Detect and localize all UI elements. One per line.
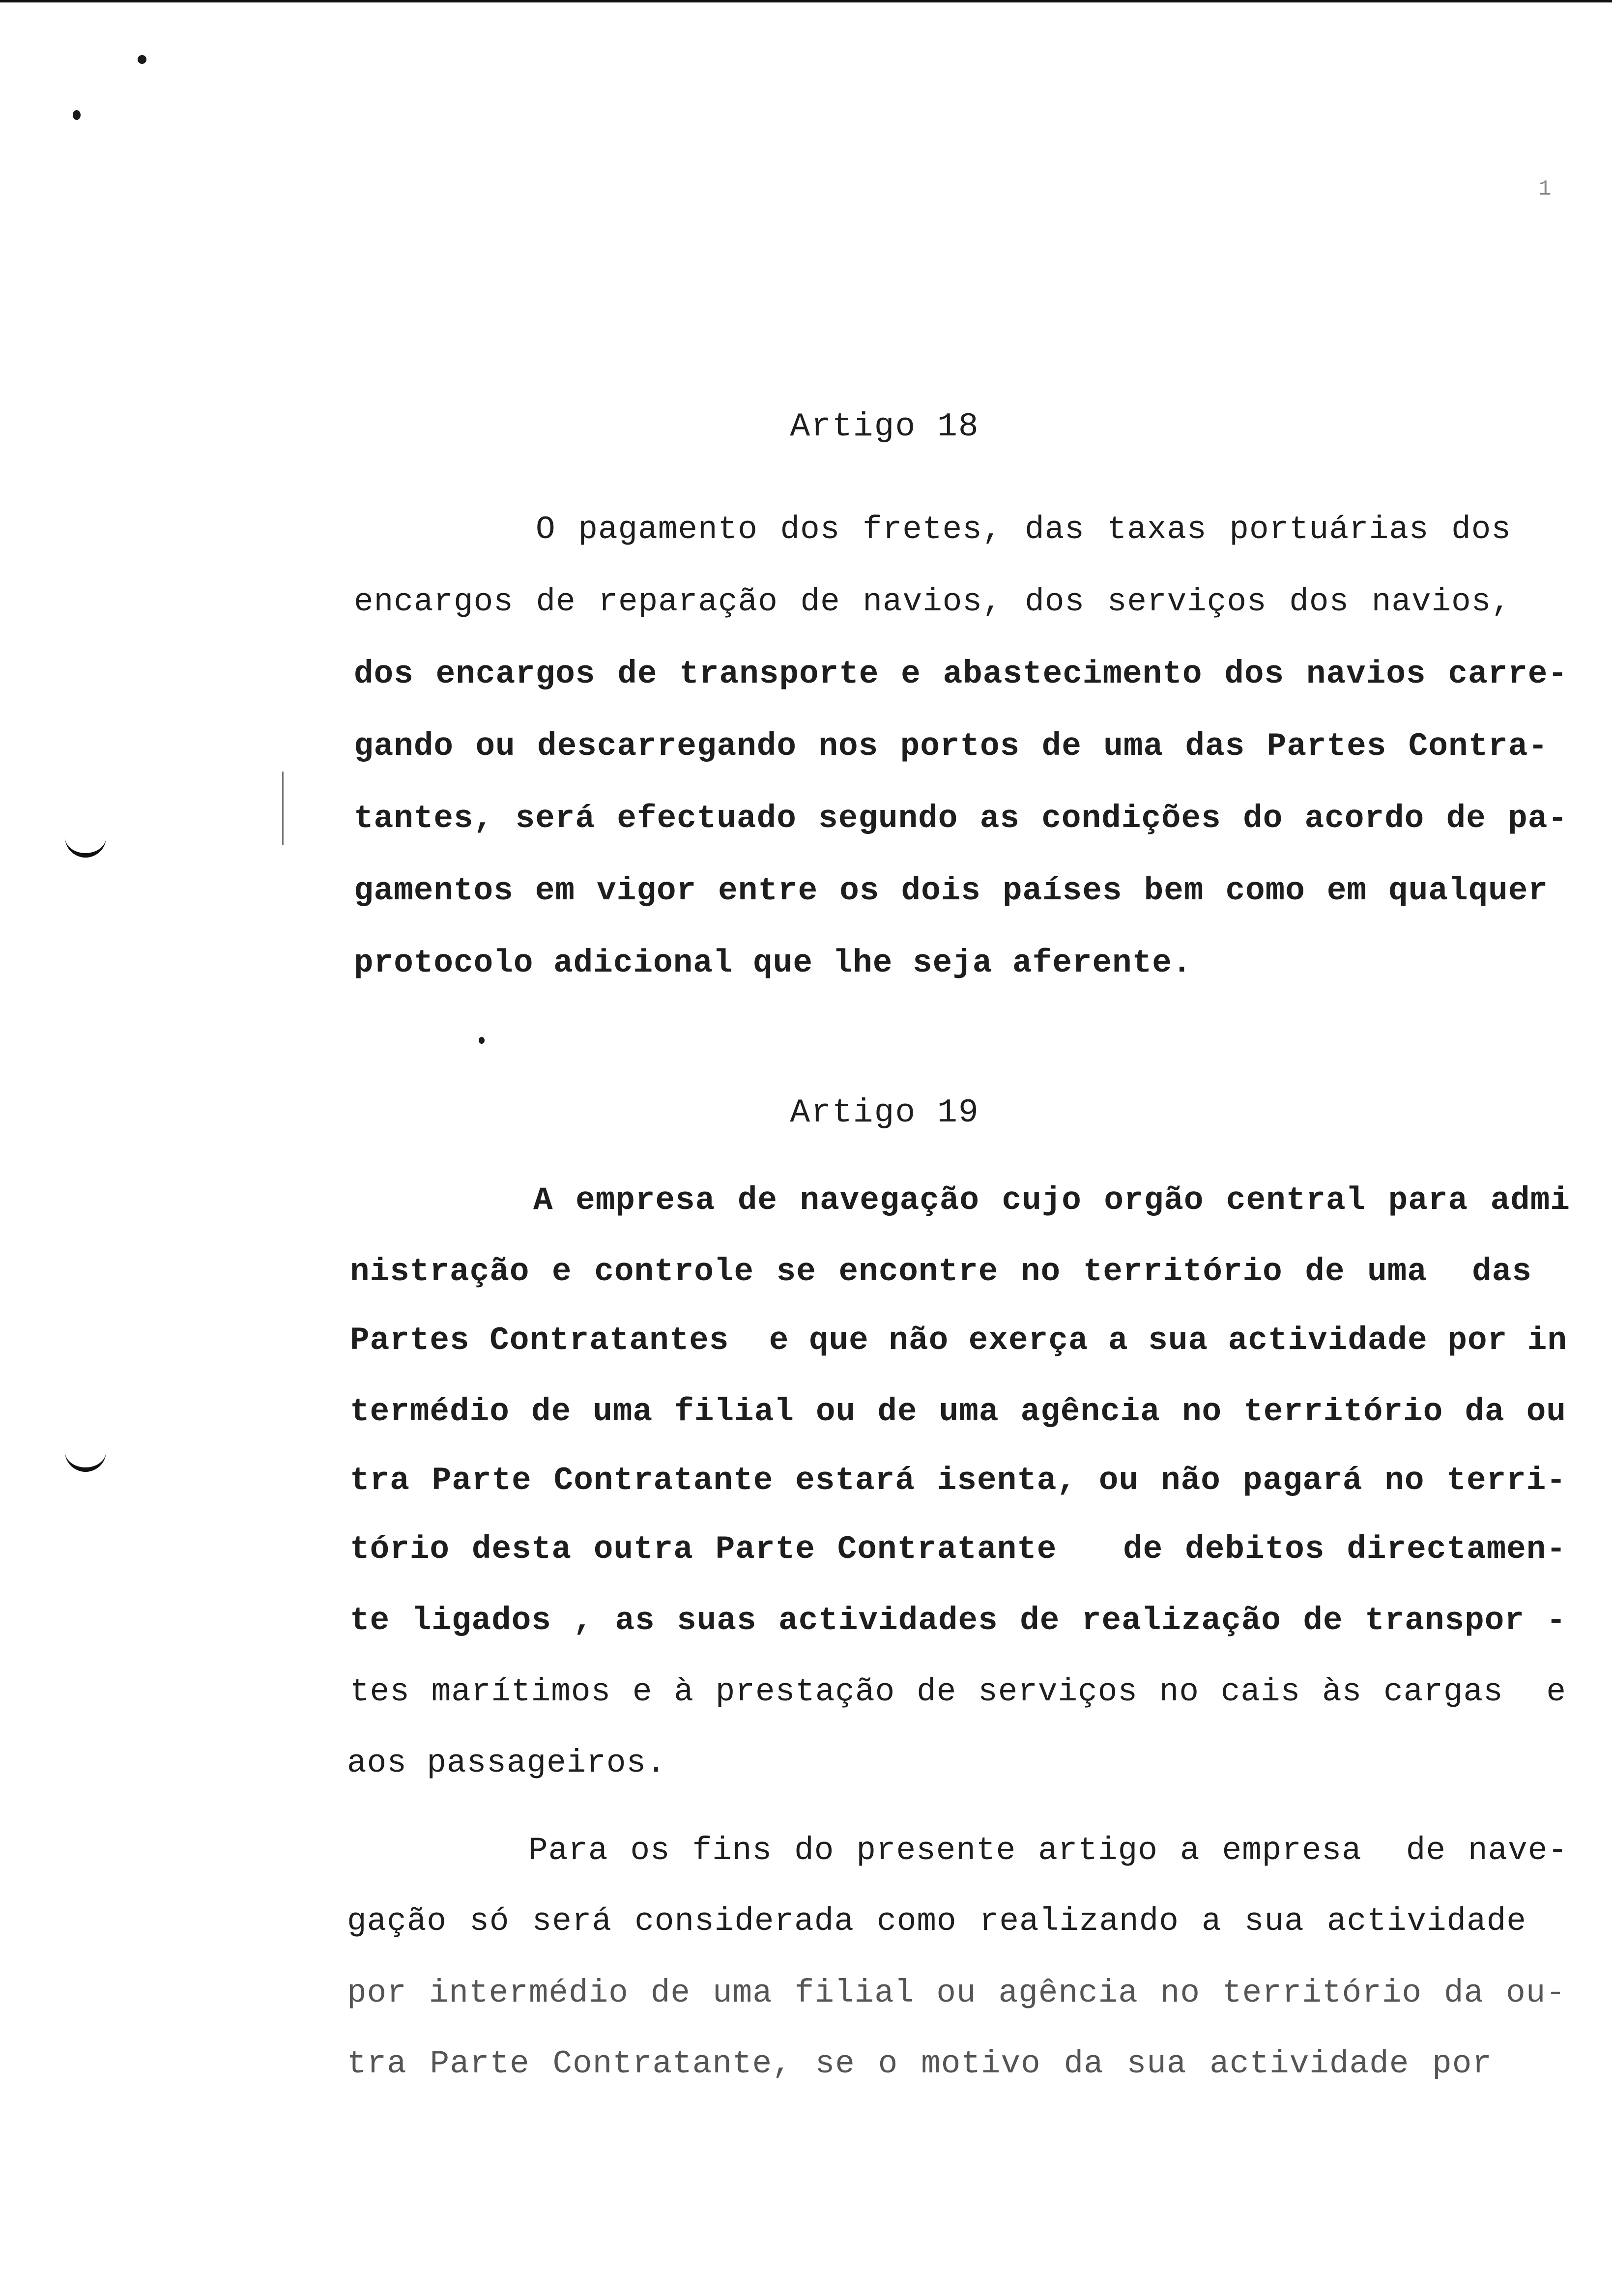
text-line: aos passageiros. (347, 1745, 666, 1781)
text-line: tório desta outra Parte Contratante de debitos directamen- (350, 1531, 1566, 1568)
text-line: A empresa de navegação cujo orgão central para admi (533, 1182, 1570, 1219)
text-line: tra Parte Contratante, se o motivo da sua actividade por (347, 2045, 1492, 2082)
page-top-edge (0, 0, 1612, 2)
margin-bracket-mark (65, 831, 106, 858)
text-line: Partes Contratantes e que não exerça a sua actividade por in (350, 1322, 1567, 1359)
article-heading: Artigo 18 (790, 408, 979, 446)
margin-pencil-line (282, 772, 284, 845)
text-line: por intermédio de uma filial ou agência no território da ou- (347, 1975, 1566, 2011)
ink-speck (138, 55, 146, 64)
ink-speck (73, 110, 81, 120)
text-line: termédio de uma filial ou de uma agência no território da ou (350, 1393, 1566, 1430)
text-line: gação só será considerada como realizando a sua actividade (347, 1903, 1526, 1940)
text-line: tra Parte Contratante estará isenta, ou não pagará no terri- (350, 1462, 1566, 1499)
text-line: tes marítimos e à prestação de serviços no cais às cargas e (350, 1673, 1566, 1710)
text-line: gamentos em vigor entre os dois países bem como em qualquer (354, 872, 1548, 909)
page-mark: 1 (1538, 177, 1552, 201)
text-line: Para os fins do presente artigo a empresa de nave- (528, 1832, 1568, 1869)
text-line: tantes, será efectuado segundo as condições do acordo de pa- (354, 800, 1568, 837)
text-line: gando ou descarregando nos portos de uma das Partes Contra- (354, 728, 1548, 765)
article-heading: Artigo 19 (790, 1094, 979, 1132)
text-line: nistração e controle se encontre no território de uma das (350, 1253, 1532, 1290)
text-line: encargos de reparação de navios, dos serviços dos navios, (354, 583, 1511, 620)
text-line: dos encargos de transporte e abastecimento dos navios carre- (354, 656, 1568, 692)
text-line: te ligados , as suas actividades de realização de transpor - (350, 1602, 1566, 1639)
ink-speck (479, 1037, 485, 1044)
margin-bracket-mark (65, 1445, 106, 1472)
text-line: protocolo adicional que lhe seja aferente. (354, 945, 1192, 981)
text-line: O pagamento dos fretes, das taxas portuárias dos (536, 511, 1511, 548)
